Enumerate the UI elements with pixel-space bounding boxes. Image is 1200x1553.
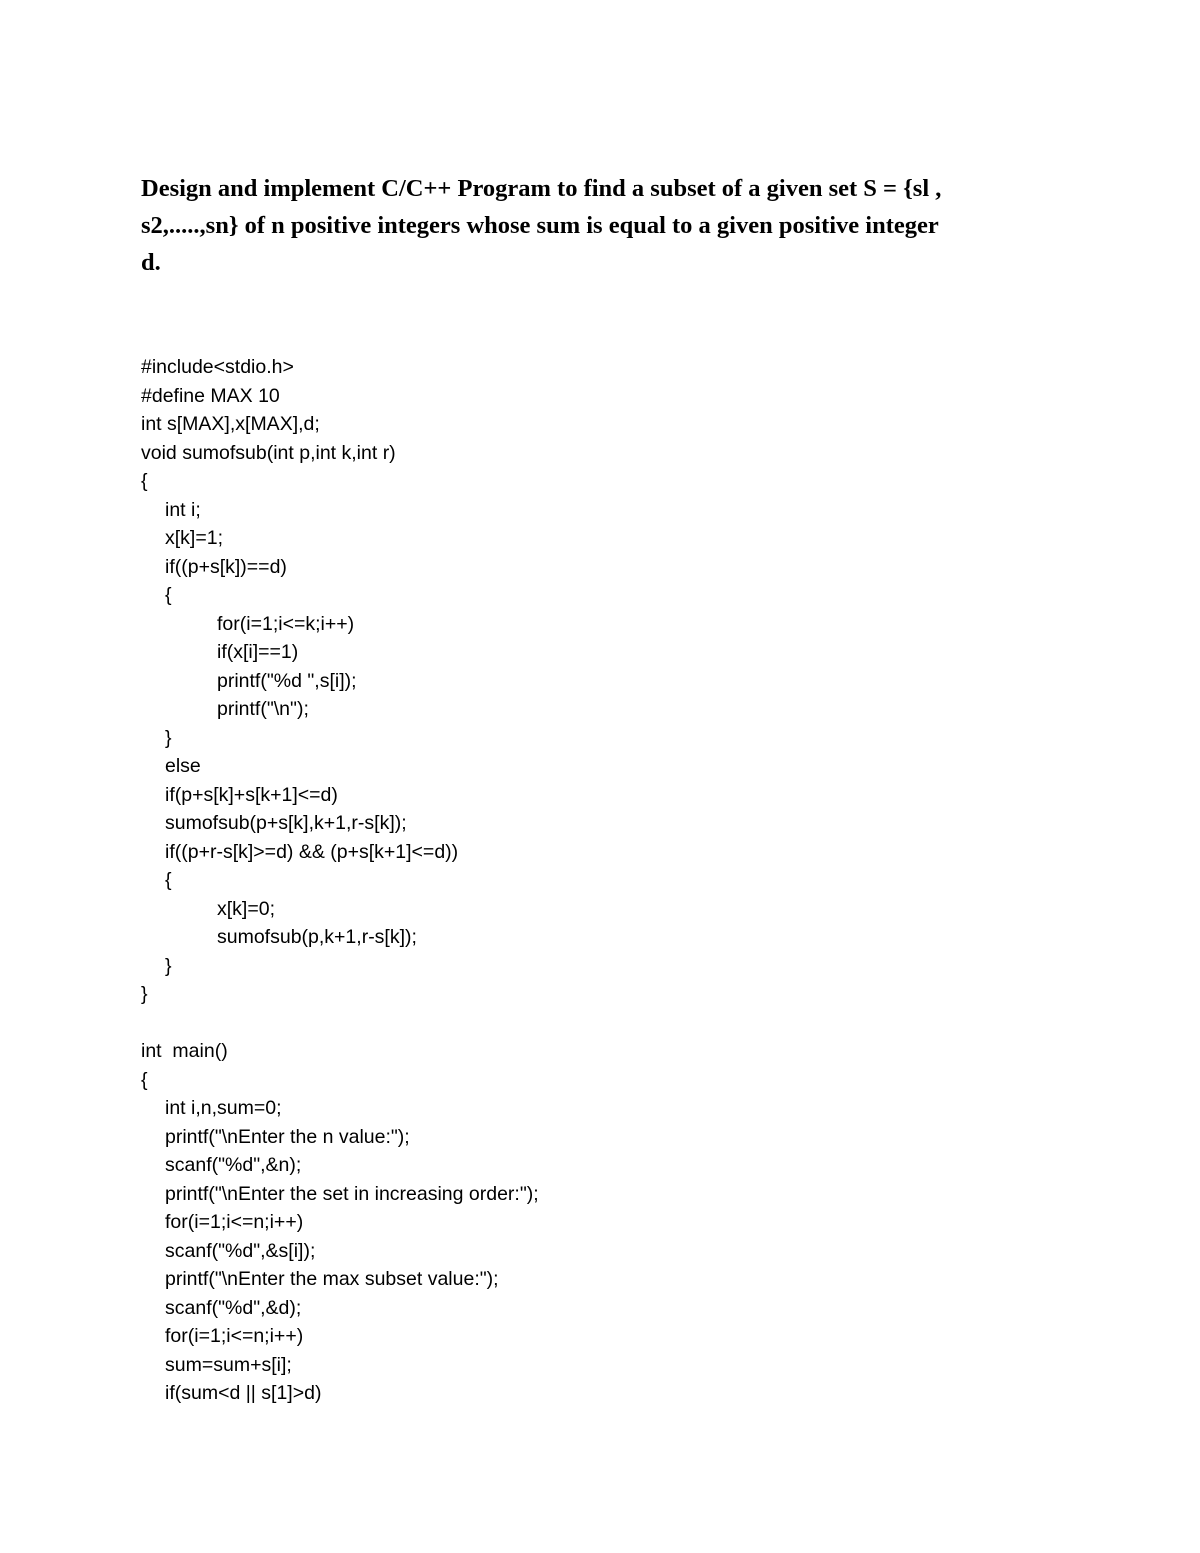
- code-line: if((p+r-s[k]>=d) && (p+s[k+1]<=d)): [165, 840, 459, 863]
- code-line: if(sum<d || s[1]>d): [165, 1382, 322, 1404]
- code-line: #include<stdio.h>: [141, 356, 294, 378]
- code-line: void sumofsub(int p,int k,int r): [141, 441, 396, 464]
- code-line: printf("\nEnter the n value:");: [165, 1125, 410, 1148]
- code-line: sumofsub(p+s[k],k+1,r-s[k]);: [165, 812, 407, 834]
- code-line: for(i=1;i<=n;i++): [165, 1325, 304, 1347]
- code-line: int i;: [165, 498, 201, 521]
- code-line: sum=sum+s[i];: [165, 1353, 292, 1376]
- code-line: printf("%d ",s[i]);: [217, 669, 357, 692]
- code-line: {: [141, 1068, 148, 1091]
- code-line: printf("\nEnter the max subset value:");: [165, 1268, 499, 1290]
- code-line: {: [165, 869, 172, 891]
- code-line: int s[MAX],x[MAX],d;: [141, 413, 320, 435]
- code-line: int main(): [141, 1040, 228, 1062]
- heading-line-3: d.: [141, 249, 161, 276]
- code-line: }: [141, 983, 148, 1005]
- code-line: scanf("%d",&d);: [165, 1296, 302, 1319]
- code-line: #define MAX 10: [141, 384, 280, 407]
- heading-line-1: Design and implement C/C++ Program to find a subset of a given set S = {sl ,: [141, 175, 942, 202]
- code-line: if((p+s[k])==d): [165, 555, 287, 578]
- code-line: if(x[i]==1): [217, 641, 299, 663]
- code-line: scanf("%d",&s[i]);: [165, 1239, 316, 1262]
- code-line: {: [165, 584, 172, 606]
- code-line: x[k]=0;: [217, 897, 275, 920]
- code-listing: [141, 353, 1041, 1408]
- code-line: printf("\nEnter the set in increasing order:");: [165, 1182, 539, 1205]
- code-line: printf("\n");: [217, 698, 309, 720]
- code-line: sumofsub(p,k+1,r-s[k]);: [217, 926, 417, 948]
- code-line: x[k]=1;: [165, 527, 223, 549]
- code-line: else: [165, 755, 201, 777]
- code-line: for(i=1;i<=k;i++): [217, 612, 355, 635]
- code-line: for(i=1;i<=n;i++): [165, 1211, 304, 1233]
- heading-line-2: s2,.....,sn} of n positive integers whose sum is equal to a given positive integer: [141, 212, 939, 239]
- code-line: [141, 1009, 1041, 1038]
- code-line: int i,n,sum=0;: [165, 1097, 282, 1119]
- code-line: scanf("%d",&n);: [165, 1154, 302, 1176]
- code-line: }: [165, 726, 172, 749]
- code-line: }: [165, 954, 172, 977]
- problem-statement-heading: [141, 170, 1051, 281]
- code-line: {: [141, 470, 148, 492]
- code-line: if(p+s[k]+s[k+1]<=d): [165, 783, 338, 806]
